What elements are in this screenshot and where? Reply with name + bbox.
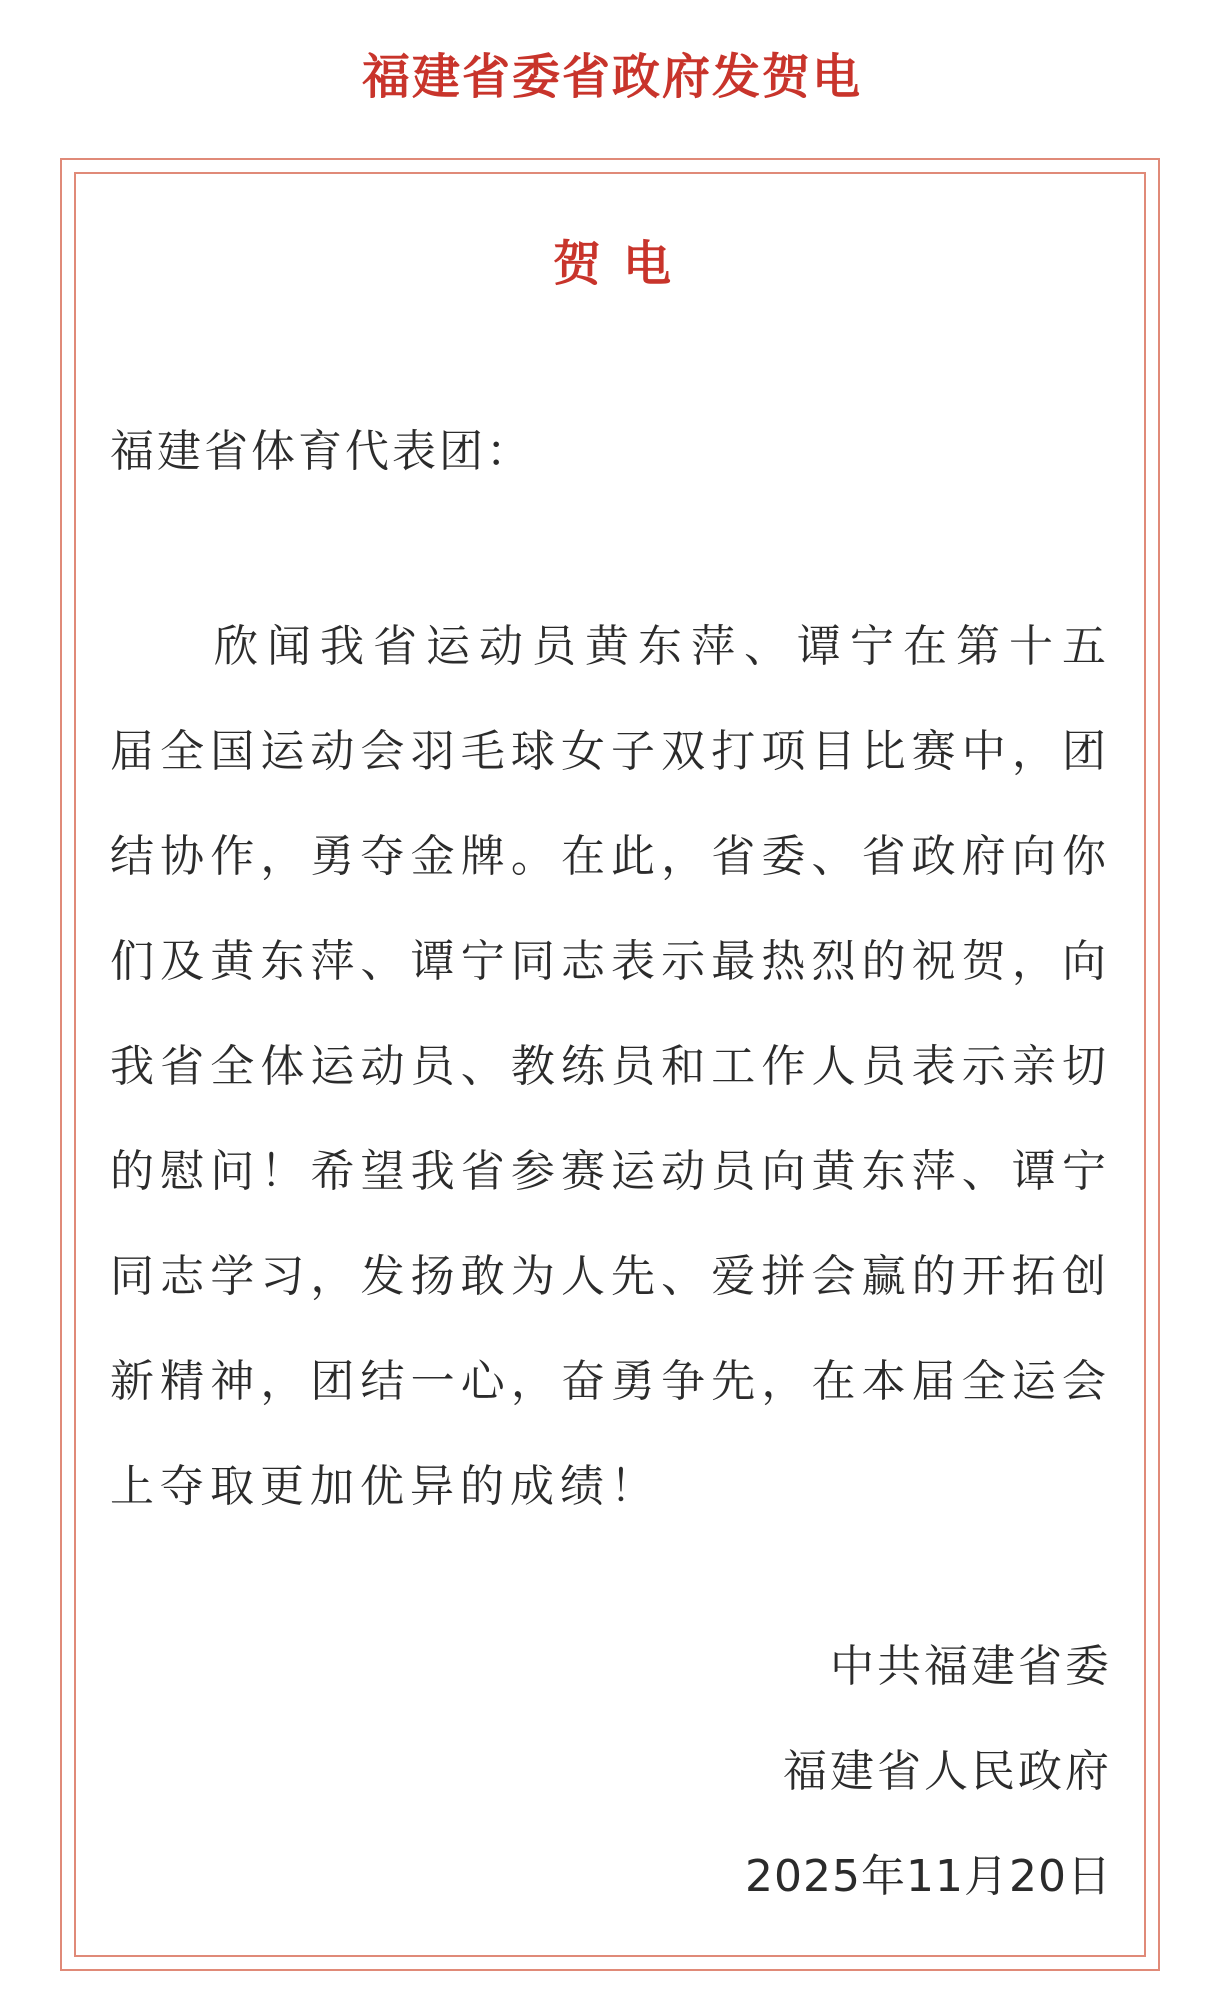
page-headline: 福建省委省政府发贺电 (361, 49, 862, 105)
letter-date: 2025年11月20日 (745, 1851, 1112, 1902)
signatory-party-committee: 中共福建省委 (830, 1641, 1112, 1692)
letter-title: 贺电 (552, 236, 693, 292)
letter-salutation: 福建省体育代表团： (110, 426, 533, 477)
signatory-government: 福建省人民政府 (783, 1746, 1112, 1797)
letter-body: 欣闻我省运动员黄东萍、谭宁在第十五届全国运动会羽毛球女子双打项目比赛中，团结协作，勇夺金牌。在此，省委、省政府向你们及黄东萍、谭宁同志表示最热烈的祝贺，向我省全体运动员、教练员和工作人员表示亲切的慰问！希望我省参赛运动员向黄东萍、谭宁同志学习，发扬敢为人先、爱拼会赢的开拓创新精神，团结一心，奋勇争先，在本届全运会上夺取更加优异的成绩！ (110, 621, 1112, 1512)
